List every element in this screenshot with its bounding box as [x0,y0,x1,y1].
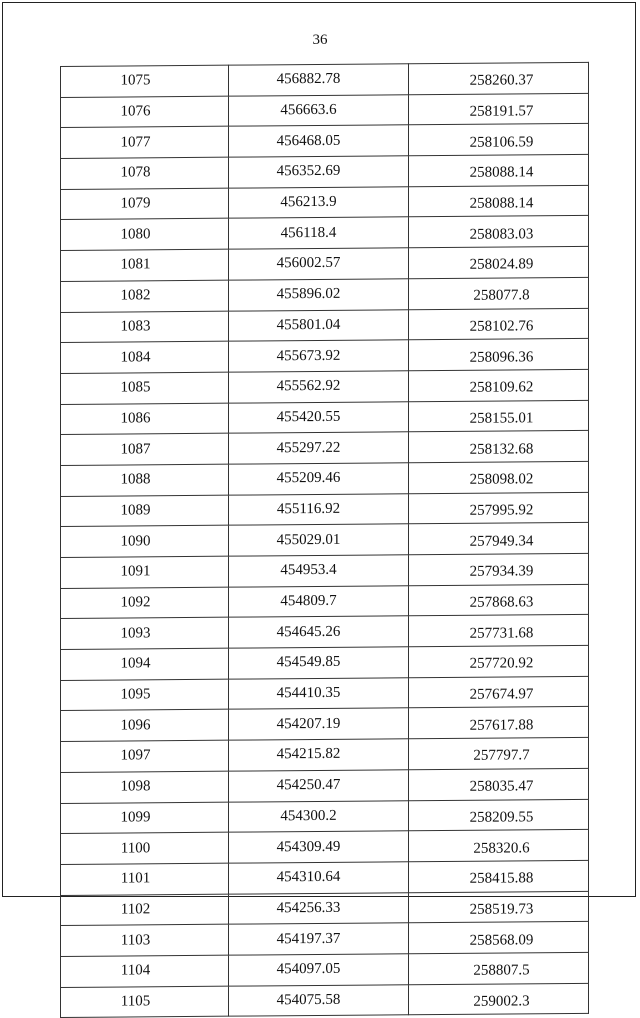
x-coordinate-cell: 454097.05 [229,954,409,986]
table-row [61,124,589,159]
point-number-cell: 1098 [61,771,229,803]
point-number-cell: 1092 [61,587,229,619]
table-row [61,308,589,343]
table-row [61,676,589,711]
y-coordinate-cell: 259002.3 [409,983,589,1015]
point-number-cell: 1103 [61,924,229,956]
y-coordinate-cell: 257674.97 [409,676,589,708]
y-coordinate-cell: 258096.36 [409,339,589,371]
x-coordinate-cell: 454207.19 [229,708,409,740]
y-coordinate-cell: 258155.01 [409,400,589,432]
y-coordinate-cell: 257868.63 [409,584,589,616]
y-coordinate-cell: 258191.57 [409,93,589,125]
x-coordinate-cell: 456002.57 [229,248,409,280]
x-coordinate-cell: 454250.47 [229,770,409,802]
table-row [61,799,589,834]
y-coordinate-cell: 257731.68 [409,615,589,647]
y-coordinate-cell: 258568.09 [409,922,589,954]
table-row [61,983,589,1018]
table-row [61,553,589,588]
point-number-cell: 1078 [61,157,229,189]
point-number-cell: 1088 [61,464,229,496]
table-row [61,492,589,527]
x-coordinate-cell: 455673.92 [229,340,409,372]
y-coordinate-cell: 258088.14 [409,185,589,217]
table-row [61,431,589,466]
point-number-cell: 1079 [61,188,229,220]
y-coordinate-cell: 258320.6 [409,830,589,862]
table-row [61,830,589,865]
x-coordinate-cell: 456663.6 [229,94,409,126]
x-coordinate-cell: 454645.26 [229,616,409,648]
table-row [61,246,589,281]
point-number-cell: 1075 [61,65,229,97]
table-row [61,523,589,558]
point-number-cell: 1080 [61,219,229,251]
point-number-cell: 1105 [61,986,229,1018]
table-row [61,952,589,987]
table-row [61,154,589,189]
y-coordinate-cell: 257720.92 [409,645,589,677]
y-coordinate-cell: 258083.03 [409,216,589,248]
table-row [61,93,589,128]
x-coordinate-cell: 455029.01 [229,524,409,556]
point-number-cell: 1099 [61,802,229,834]
x-coordinate-cell: 456882.78 [229,64,409,96]
y-coordinate-cell: 258098.02 [409,461,589,493]
x-coordinate-cell: 455209.46 [229,463,409,495]
x-coordinate-cell: 456118.4 [229,217,409,249]
point-number-cell: 1077 [61,127,229,159]
y-coordinate-cell: 257617.88 [409,707,589,739]
point-number-cell: 1084 [61,341,229,373]
x-coordinate-cell: 454256.33 [229,892,409,924]
x-coordinate-cell: 455116.92 [229,493,409,525]
x-coordinate-cell: 454215.82 [229,739,409,771]
x-coordinate-cell: 455297.22 [229,432,409,464]
x-coordinate-cell: 456213.9 [229,187,409,219]
y-coordinate-cell: 257949.34 [409,523,589,555]
table-row [61,339,589,374]
point-number-cell: 1087 [61,433,229,465]
x-coordinate-cell: 454309.49 [229,831,409,863]
point-number-cell: 1094 [61,648,229,680]
point-number-cell: 1100 [61,832,229,864]
point-number-cell: 1085 [61,372,229,404]
table-row [61,768,589,803]
x-coordinate-cell: 454549.85 [229,647,409,679]
y-coordinate-cell: 258807.5 [409,952,589,984]
table-row [61,891,589,926]
table-row [61,216,589,251]
point-number-cell: 1083 [61,311,229,343]
table-row [61,737,589,772]
x-coordinate-cell: 455801.04 [229,309,409,341]
y-coordinate-cell: 258519.73 [409,891,589,923]
y-coordinate-cell: 258415.88 [409,860,589,892]
y-coordinate-cell: 258109.62 [409,369,589,401]
x-coordinate-cell: 455896.02 [229,279,409,311]
y-coordinate-cell: 258102.76 [409,308,589,340]
x-coordinate-cell: 455420.55 [229,401,409,433]
x-coordinate-cell: 456352.69 [229,156,409,188]
y-coordinate-cell: 258035.47 [409,768,589,800]
point-number-cell: 1101 [61,863,229,895]
x-coordinate-cell: 456468.05 [229,125,409,157]
x-coordinate-cell: 454300.2 [229,800,409,832]
table-row [61,62,589,97]
x-coordinate-cell: 454809.7 [229,585,409,617]
point-number-cell: 1089 [61,495,229,527]
point-number-cell: 1093 [61,618,229,650]
point-number-cell: 1104 [61,955,229,987]
table-row [61,185,589,220]
y-coordinate-cell: 258106.59 [409,124,589,156]
y-coordinate-cell: 258132.68 [409,431,589,463]
table-row [61,400,589,435]
table-row [61,461,589,496]
y-coordinate-cell: 258024.89 [409,246,589,278]
y-coordinate-cell: 257797.7 [409,737,589,769]
coordinates-table [60,62,589,1018]
page-number: 36 [312,32,328,48]
table-row [61,645,589,680]
x-coordinate-cell: 454310.64 [229,862,409,894]
table-row [61,707,589,742]
point-number-cell: 1102 [61,894,229,926]
point-number-cell: 1090 [61,525,229,557]
coordinates-table-body [61,62,589,1017]
table-row [61,584,589,619]
point-number-cell: 1086 [61,403,229,435]
table-row [61,860,589,895]
x-coordinate-cell: 454197.37 [229,923,409,955]
point-number-cell: 1096 [61,710,229,742]
point-number-cell: 1082 [61,280,229,312]
point-number-cell: 1095 [61,679,229,711]
table-row [61,369,589,404]
point-number-cell: 1081 [61,249,229,281]
x-coordinate-cell: 454075.58 [229,984,409,1016]
x-coordinate-cell: 455562.92 [229,371,409,403]
x-coordinate-cell: 454410.35 [229,678,409,710]
table-row [61,922,589,957]
point-number-cell: 1091 [61,556,229,588]
y-coordinate-cell: 257934.39 [409,553,589,585]
y-coordinate-cell: 258260.37 [409,62,589,94]
table-row [61,277,589,312]
table-row [61,615,589,650]
y-coordinate-cell: 257995.92 [409,492,589,524]
x-coordinate-cell: 454953.4 [229,555,409,587]
y-coordinate-cell: 258209.55 [409,799,589,831]
y-coordinate-cell: 258088.14 [409,154,589,186]
y-coordinate-cell: 258077.8 [409,277,589,309]
point-number-cell: 1097 [61,740,229,772]
point-number-cell: 1076 [61,96,229,128]
